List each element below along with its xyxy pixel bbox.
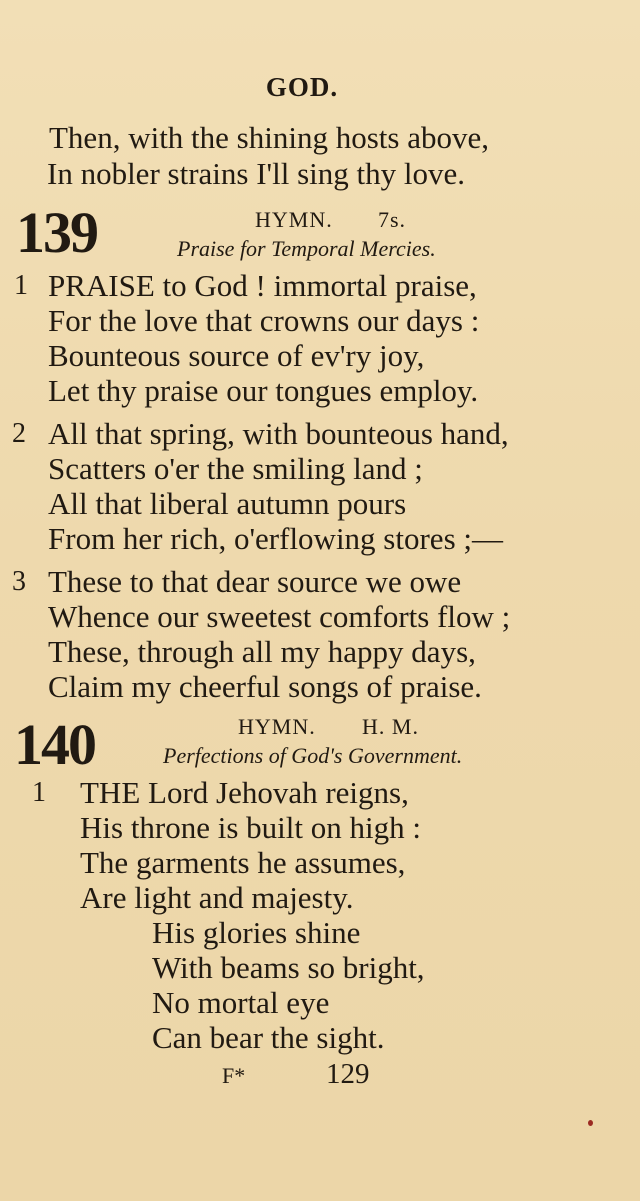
verse-line: His glories shine: [152, 915, 361, 950]
verse-line: All that spring, with bounteous hand,: [48, 416, 509, 451]
verse-line: Can bear the sight.: [152, 1020, 385, 1055]
hymn-number: 140: [14, 712, 95, 777]
hymn-meter: H. M.: [362, 714, 419, 739]
signature-mark: F*: [222, 1063, 246, 1088]
verse-line: Scatters o'er the smiling land ;: [48, 451, 423, 486]
verse-line: Let thy praise our tongues employ.: [48, 373, 479, 408]
verse-number: 1: [14, 270, 28, 301]
verse-number: 1: [32, 777, 46, 808]
carryover-line: Then, with the shining hosts above,: [49, 120, 489, 155]
hymn-meter: 7s.: [378, 207, 407, 232]
running-head: GOD.: [265, 72, 339, 102]
verse-line: From her rich, o'erflowing stores ;—: [48, 521, 503, 556]
verse-line: All that liberal autumn pours: [48, 486, 407, 521]
page-number: 129: [326, 1058, 370, 1090]
hymn-number: 139: [16, 200, 97, 265]
verse-line: Are light and majesty.: [80, 880, 354, 915]
verse-line: His throne is built on high :: [80, 810, 421, 845]
verse-line: Bounteous source of ev'ry joy,: [48, 338, 425, 373]
carryover-line: In nobler strains I'll sing thy love.: [47, 156, 466, 191]
hymn-title: Perfections of God's Government.: [163, 743, 463, 768]
verse-line: These to that dear source we owe: [48, 564, 462, 599]
verse-line: No mortal eye: [152, 985, 330, 1020]
hymn-title: Praise for Temporal Mercies.: [177, 236, 436, 261]
hymn-label: HYMN.: [255, 207, 333, 232]
verse-line: With beams so bright,: [152, 950, 425, 985]
verse-line: THE Lord Jehovah reigns,: [80, 775, 409, 810]
ink-speck: [588, 1120, 593, 1126]
verse-line: Claim my cheerful songs of praise.: [48, 669, 482, 704]
verse-number: 2: [12, 418, 26, 449]
verse-number: 3: [12, 566, 26, 597]
verse-line: For the love that crowns our days :: [48, 303, 480, 338]
verse-line: These, through all my happy days,: [48, 634, 476, 669]
verse-line: Whence our sweetest comforts flow ;: [48, 599, 511, 634]
verse-line: PRAISE to God ! immortal praise,: [48, 268, 477, 303]
verse-line: The garments he assumes,: [80, 845, 406, 880]
hymn-label: HYMN.: [238, 714, 316, 739]
